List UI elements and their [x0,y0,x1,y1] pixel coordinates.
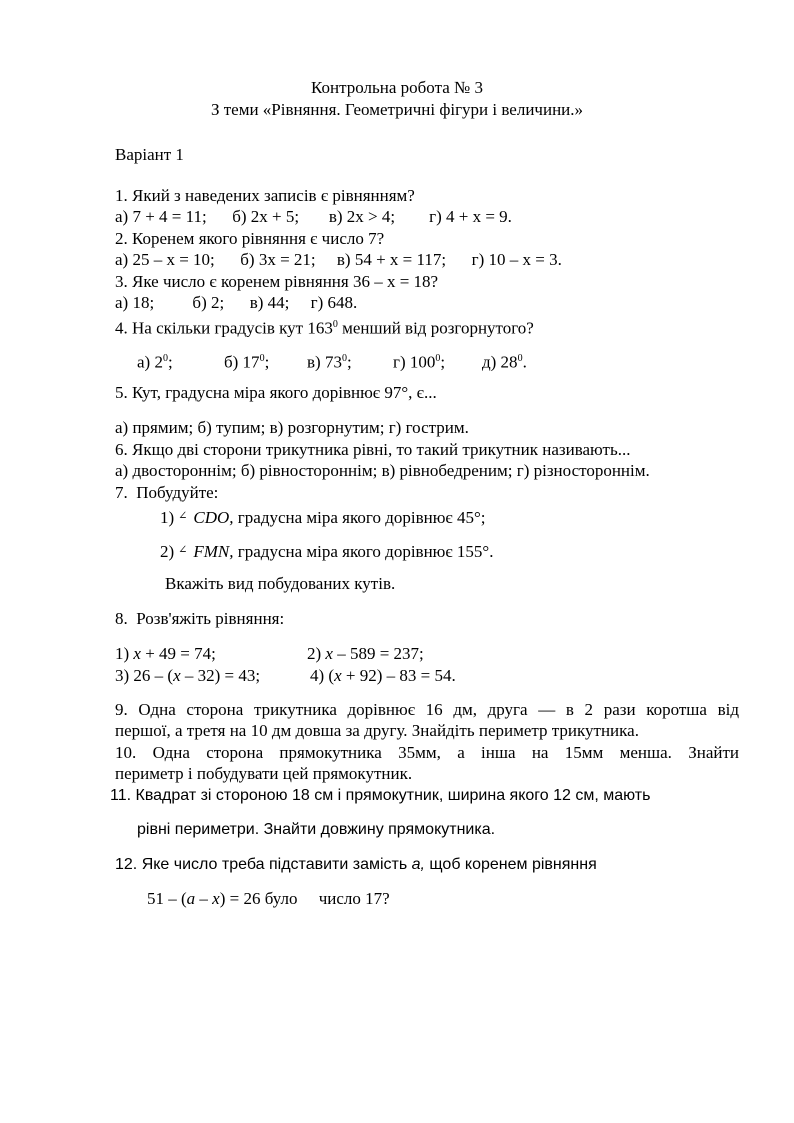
variable-x: x [212,889,220,908]
question-4-text-a: 4. На скільки градусів кут 163 [115,318,333,338]
variant-label: Варіант 1 [115,145,184,164]
q4-option-b [224,349,269,373]
question-1: 1. Який з наведених записів є рівнянням? [115,186,415,205]
q4-option-a [137,349,173,373]
equation-part: – [195,889,213,908]
option-label: в) 73 [307,352,342,372]
equation-4: 4) (x + 92) – 83 = 54. [310,666,456,685]
document-subtitle: З теми «Рівняння. Геометричні фігури і величини.» [210,100,584,119]
question-1-options: а) 7 + 4 = 11; б) 2x + 5; в) 2x > 4; г) 4 + x = 9. [115,207,512,226]
q4-option-c [307,349,352,373]
option-label: д) 28 [482,352,518,372]
question-5: 5. Кут, градусна міра якого дорівнює 97°, є... [115,383,437,402]
q4-option-e [482,349,527,373]
equation-3: 3) 26 – (x – 32) = 43; [115,666,261,685]
question-12-line-1 [115,855,597,875]
degree-superscript: 0 [435,353,441,364]
document-title: Контрольна робота № 3 [311,78,483,97]
option-label: г) 100 [393,352,436,372]
equation-2: 2) x – 589 = 237; [307,644,424,663]
question-2: 2. Коренем якого рівняння є число 7? [115,229,385,248]
question-7: 7. Побудуйте: [115,483,219,502]
degree-superscript: 0 [162,353,168,364]
question-5-options: а) прямим; б) тупим; в) розгорнутим; г) гострим. [115,418,469,437]
q7-item-1 [160,506,485,528]
option-end: ; [167,352,173,372]
question-3: 3. Яке число є коренем рівняння 36 – x = 18? [115,272,439,291]
degree-superscript: 0 [517,353,523,364]
option-end: ; [346,352,352,372]
question-10-line-2: периметр і побудувати цей прямокутник. [115,764,413,783]
variable-a: a, [411,856,425,873]
item-number: 2) [160,542,175,561]
question-4 [115,315,534,339]
equation-part: ) = 26 було число 17? [219,889,390,908]
question-12-text-b: щоб коренем рівняння [424,856,597,873]
angle-icon: ∠ [178,510,188,522]
angle-name: FMN, [193,542,234,561]
option-label: а) 2 [137,352,163,372]
question-9-line-2: першої, а третя на 10 дм довша за другу. Знайдіть периметр трикутника. [115,721,639,740]
angle-name: CDO, [193,508,234,527]
question-6-options: а) двостороннім; б) рівностороннім; в) рівнобедреним; г) різностороннім. [115,461,650,480]
item-text: градусна міра якого дорівнює 45°; [233,508,486,527]
option-label: б) 17 [224,352,260,372]
q7-item-2 [160,540,493,562]
option-end: ; [264,352,270,372]
option-end: . [522,352,527,372]
equation-part: 51 – ( [147,889,187,908]
question-11-line-2: рівні периметри. Знайти довжину прямокутника. [137,821,496,838]
question-7-note: Вкажіть вид побудованих кутів. [165,574,396,593]
item-number: 1) [160,508,175,527]
option-end: ; [440,352,446,372]
degree-superscript: 0 [259,353,265,364]
equation-1: 1) x + 49 = 74; [115,644,216,663]
question-8: 8. Розв'яжіть рівняння: [115,609,285,628]
question-12-equation [147,889,390,909]
question-3-options: а) 18; б) 2; в) 44; г) 648. [115,293,358,312]
question-9-line-1: 9. Одна сторона трикутника дорівнює 16 дм, друга — в 2 рази коротша від [115,700,739,719]
degree-superscript: 0 [341,353,347,364]
question-11-line-1: 11. Квадрат зі стороною 18 см і прямокутник, ширина якого 12 см, мають [110,787,651,804]
degree-superscript: 0 [332,319,338,330]
question-10-line-1: 10. Одна сторона прямокутника 35мм, а інша на 15мм менша. Знайти [115,743,739,762]
question-2-options: а) 25 – x = 10; б) 3x = 21; в) 54 + x = 117; г) 10 – x = 3. [115,250,562,269]
question-12-text-a: 12. Яке число треба підставити замість [115,856,412,873]
q4-option-d [393,349,445,373]
question-6: 6. Якщо дві сторони трикутника рівні, то такий трикутник називають... [115,440,631,459]
angle-icon: ∠ [178,544,188,556]
variable-a: a [186,889,196,908]
question-4-text-b: менший від розгорнутого? [337,318,534,338]
item-text: градусна міра якого дорівнює 155°. [233,542,494,561]
